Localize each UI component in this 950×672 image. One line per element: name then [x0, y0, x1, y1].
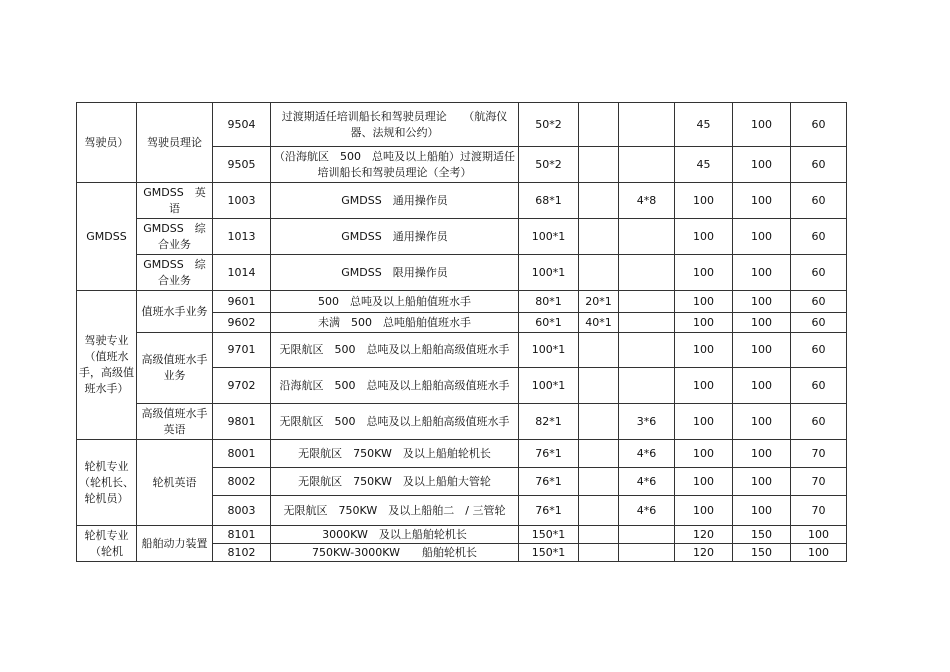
cell-d: 120 — [675, 526, 733, 544]
code-cell: 1014 — [213, 255, 271, 291]
cell-f: 60 — [791, 219, 847, 255]
desc-cell: 沿海航区 500 总吨及以上船舶高级值班水手 — [271, 368, 519, 404]
cell-a: 76*1 — [519, 496, 579, 526]
cell-b: 40*1 — [579, 313, 619, 333]
group-cell: 驾驶员） — [77, 103, 137, 183]
cell-e: 100 — [733, 404, 791, 440]
cell-a: 82*1 — [519, 404, 579, 440]
cell-d: 100 — [675, 313, 733, 333]
cell-d: 100 — [675, 219, 733, 255]
cell-f: 60 — [791, 333, 847, 368]
cell-e: 100 — [733, 333, 791, 368]
cell-b — [579, 183, 619, 219]
subject-cell: 高级值班水手英语 — [137, 404, 213, 440]
desc-cell: 无限航区 750KW 及以上船舶二 / 三管轮 — [271, 496, 519, 526]
cell-d: 100 — [675, 183, 733, 219]
cell-e: 150 — [733, 544, 791, 562]
cell-c: 4*6 — [619, 496, 675, 526]
group-cell: 轮机专业（轮机 — [77, 526, 137, 562]
cell-b — [579, 255, 619, 291]
cell-a: 50*2 — [519, 147, 579, 183]
cell-c — [619, 103, 675, 147]
cell-b — [579, 368, 619, 404]
cell-d: 100 — [675, 333, 733, 368]
cell-c — [619, 526, 675, 544]
cell-f: 70 — [791, 440, 847, 468]
cell-c — [619, 368, 675, 404]
cell-a: 100*1 — [519, 219, 579, 255]
cell-a: 60*1 — [519, 313, 579, 333]
desc-cell: 未满 500 总吨船舶值班水手 — [271, 313, 519, 333]
code-cell: 9702 — [213, 368, 271, 404]
cell-a: 100*1 — [519, 368, 579, 404]
desc-cell: 无限航区 750KW 及以上船舶大管轮 — [271, 468, 519, 496]
cell-d: 100 — [675, 404, 733, 440]
cell-b — [579, 544, 619, 562]
cell-c — [619, 333, 675, 368]
cell-e: 100 — [733, 440, 791, 468]
subject-cell: 驾驶员理论 — [137, 103, 213, 183]
cell-c — [619, 219, 675, 255]
cell-c: 4*6 — [619, 440, 675, 468]
cell-e: 100 — [733, 183, 791, 219]
cell-f: 60 — [791, 313, 847, 333]
cell-c: 4*8 — [619, 183, 675, 219]
desc-cell: 无限航区 500 总吨及以上船舶高级值班水手 — [271, 404, 519, 440]
code-cell: 9701 — [213, 333, 271, 368]
code-cell: 8102 — [213, 544, 271, 562]
subject-cell: 高级值班水手业务 — [137, 333, 213, 404]
cell-f: 100 — [791, 526, 847, 544]
cell-f: 100 — [791, 544, 847, 562]
cell-e: 100 — [733, 313, 791, 333]
cell-f: 60 — [791, 368, 847, 404]
cell-f: 60 — [791, 404, 847, 440]
cell-f: 60 — [791, 255, 847, 291]
cell-d: 45 — [675, 103, 733, 147]
table-row — [77, 183, 847, 219]
cell-a: 100*1 — [519, 333, 579, 368]
cell-b: 20*1 — [579, 291, 619, 313]
subject-cell: 船舶动力装置 — [137, 526, 213, 562]
desc-cell: GMDSS 通用操作员 — [271, 183, 519, 219]
code-cell: 1013 — [213, 219, 271, 255]
code-cell: 8002 — [213, 468, 271, 496]
exam-table — [76, 102, 847, 562]
table-row — [77, 526, 847, 544]
desc-cell: 过渡期适任培训船长和驾驶员理论 （航海仪器、法规和公约） — [271, 103, 519, 147]
code-cell: 8101 — [213, 526, 271, 544]
cell-b — [579, 440, 619, 468]
cell-b — [579, 333, 619, 368]
cell-a: 80*1 — [519, 291, 579, 313]
cell-b — [579, 219, 619, 255]
cell-c: 4*6 — [619, 468, 675, 496]
group-cell: 轮机专业（轮机长、轮机员） — [77, 440, 137, 526]
cell-b — [579, 147, 619, 183]
desc-cell: 3000KW 及以上船舶轮机长 — [271, 526, 519, 544]
desc-cell: （沿海航区 500 总吨及以上船舶）过渡期适任培训船长和驾驶员理论（全考） — [271, 147, 519, 183]
cell-f: 70 — [791, 468, 847, 496]
cell-b — [579, 468, 619, 496]
group-cell: GMDSS — [77, 183, 137, 291]
cell-e: 100 — [733, 219, 791, 255]
cell-f: 60 — [791, 291, 847, 313]
cell-a: 100*1 — [519, 255, 579, 291]
table-row — [77, 333, 847, 368]
table-row — [77, 404, 847, 440]
cell-e: 150 — [733, 526, 791, 544]
group-cell: 驾驶专业（值班水手，高级值班水手） — [77, 291, 137, 440]
cell-c — [619, 255, 675, 291]
table-row — [77, 103, 847, 147]
cell-d: 120 — [675, 544, 733, 562]
table-row — [77, 219, 847, 255]
cell-c — [619, 147, 675, 183]
cell-e: 100 — [733, 368, 791, 404]
cell-a: 50*2 — [519, 103, 579, 147]
desc-cell: GMDSS 限用操作员 — [271, 255, 519, 291]
cell-b — [579, 103, 619, 147]
cell-c — [619, 544, 675, 562]
code-cell: 9505 — [213, 147, 271, 183]
code-cell: 1003 — [213, 183, 271, 219]
code-cell: 8001 — [213, 440, 271, 468]
desc-cell: 无限航区 750KW 及以上船舶轮机长 — [271, 440, 519, 468]
subject-cell: 值班水手业务 — [137, 291, 213, 333]
cell-a: 76*1 — [519, 440, 579, 468]
cell-a: 68*1 — [519, 183, 579, 219]
code-cell: 9602 — [213, 313, 271, 333]
desc-cell: 500 总吨及以上船舶值班水手 — [271, 291, 519, 313]
subject-cell: 轮机英语 — [137, 440, 213, 526]
cell-c — [619, 313, 675, 333]
cell-e: 100 — [733, 255, 791, 291]
cell-d: 45 — [675, 147, 733, 183]
cell-a: 76*1 — [519, 468, 579, 496]
cell-d: 100 — [675, 255, 733, 291]
cell-e: 100 — [733, 291, 791, 313]
table-row — [77, 440, 847, 468]
desc-cell: GMDSS 通用操作员 — [271, 219, 519, 255]
cell-a: 150*1 — [519, 544, 579, 562]
cell-f: 60 — [791, 147, 847, 183]
cell-b — [579, 404, 619, 440]
subject-cell: GMDSS 综合业务 — [137, 255, 213, 291]
cell-e: 100 — [733, 103, 791, 147]
cell-d: 100 — [675, 496, 733, 526]
subject-cell: GMDSS 综合业务 — [137, 219, 213, 255]
cell-c: 3*6 — [619, 404, 675, 440]
table-row — [77, 291, 847, 313]
code-cell: 9601 — [213, 291, 271, 313]
cell-e: 100 — [733, 468, 791, 496]
cell-d: 100 — [675, 291, 733, 313]
desc-cell: 750KW-3000KW 船舶轮机长 — [271, 544, 519, 562]
code-cell: 8003 — [213, 496, 271, 526]
desc-cell: 无限航区 500 总吨及以上船舶高级值班水手 — [271, 333, 519, 368]
code-cell: 9504 — [213, 103, 271, 147]
cell-f: 70 — [791, 496, 847, 526]
cell-d: 100 — [675, 368, 733, 404]
cell-b — [579, 496, 619, 526]
cell-f: 60 — [791, 103, 847, 147]
cell-d: 100 — [675, 440, 733, 468]
table-row — [77, 255, 847, 291]
code-cell: 9801 — [213, 404, 271, 440]
cell-a: 150*1 — [519, 526, 579, 544]
cell-e: 100 — [733, 147, 791, 183]
cell-e: 100 — [733, 496, 791, 526]
cell-d: 100 — [675, 468, 733, 496]
subject-cell: GMDSS 英语 — [137, 183, 213, 219]
cell-f: 60 — [791, 183, 847, 219]
cell-c — [619, 291, 675, 313]
cell-b — [579, 526, 619, 544]
